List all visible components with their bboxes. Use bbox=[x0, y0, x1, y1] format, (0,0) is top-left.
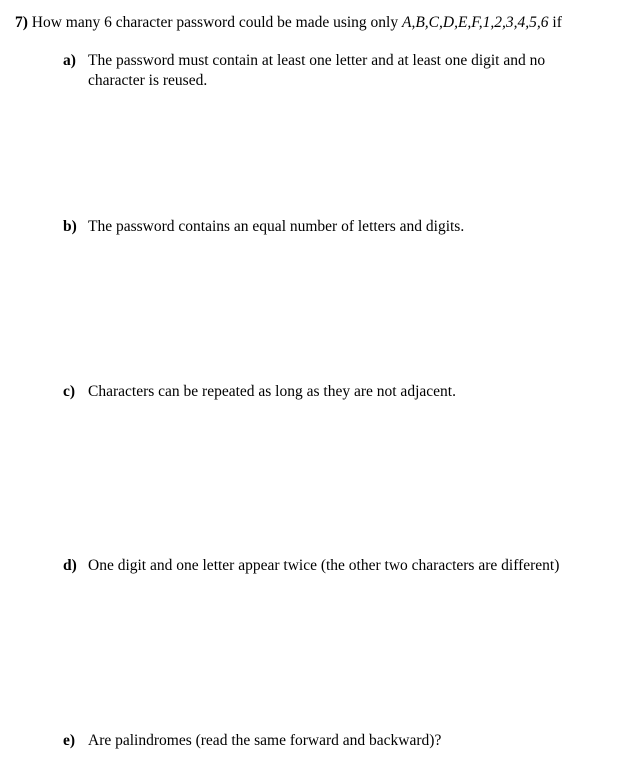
part-c bbox=[63, 382, 583, 402]
part-a bbox=[63, 51, 583, 91]
question-7 bbox=[15, 13, 562, 33]
part-c-label: c) bbox=[63, 383, 76, 400]
question-prompt: How many 6 character password could be made using only bbox=[31, 14, 399, 31]
character-set: A,B,C,D,E,F,1,2,3,4,5,6 bbox=[401, 14, 549, 31]
part-e-label: e) bbox=[63, 732, 76, 749]
part-b bbox=[63, 217, 583, 237]
part-a-label: a) bbox=[63, 52, 76, 69]
part-d-label: d) bbox=[63, 557, 77, 574]
part-d bbox=[63, 556, 623, 576]
part-c-text: Characters can be repeated as long as they are not adjacent. bbox=[88, 383, 456, 400]
part-b-text: The password contains an equal number of letters and digits. bbox=[88, 218, 465, 235]
part-e bbox=[63, 731, 583, 751]
part-a-text: The password must contain at least one letter and at least one digit and no character is reused. bbox=[88, 52, 546, 89]
question-number: 7) bbox=[15, 14, 28, 31]
question-suffix: if bbox=[552, 14, 562, 31]
part-e-text: Are palindromes (read the same forward and backward)? bbox=[88, 732, 442, 749]
part-d-text: One digit and one letter appear twice (the other two characters are different) bbox=[88, 557, 560, 574]
part-b-label: b) bbox=[63, 218, 77, 235]
